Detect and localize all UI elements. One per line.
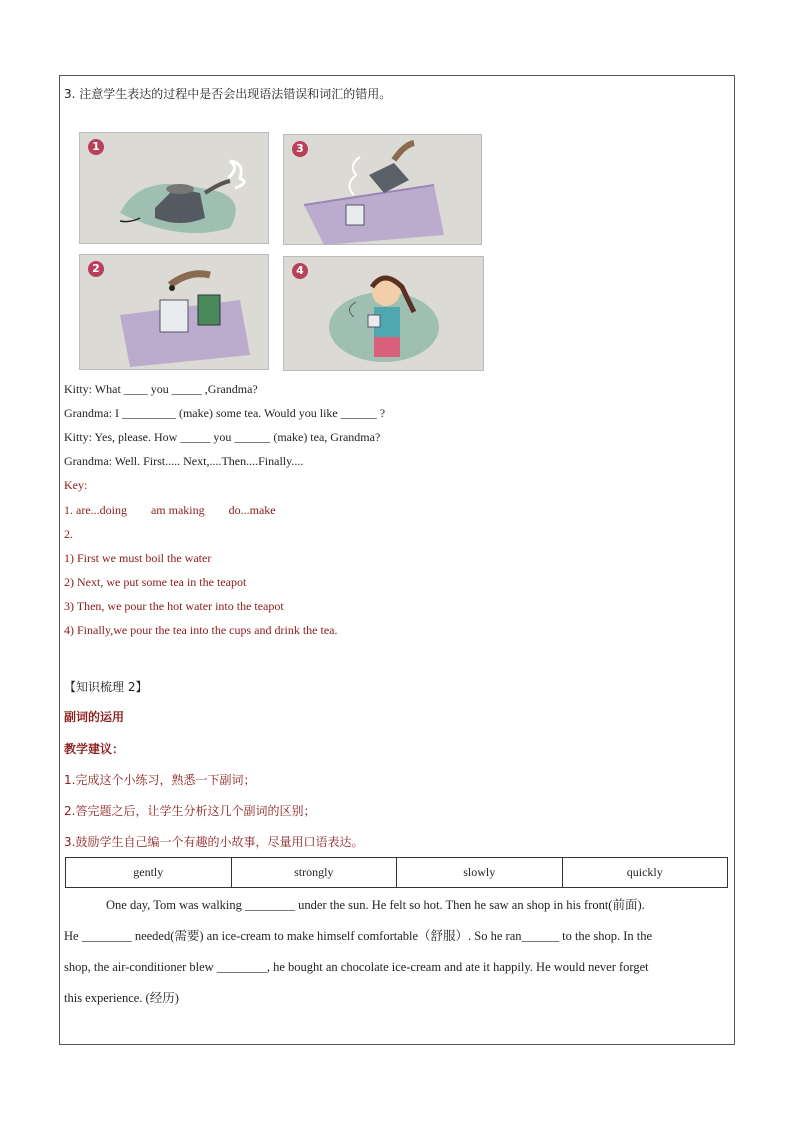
advice-label: 教学建议： (64, 742, 125, 756)
key-step: 2) Next, we put some tea in the teapot (64, 575, 247, 589)
picture-number: 2 (88, 261, 104, 277)
kettle-boiling-illustration (80, 133, 269, 244)
table-cell: quickly (562, 858, 728, 888)
picture-number: 3 (292, 141, 308, 157)
section-heading: 【知识梳理 2】 (64, 680, 148, 694)
girl-drinking-illustration (284, 257, 484, 371)
picture-number: 4 (292, 263, 308, 279)
adverb-table (65, 857, 728, 888)
story-line: shop, the air-conditioner blew ________, he bought an chocolate ice-cream and ate it happily. He would never forget (64, 960, 649, 974)
tea-mug-illustration (80, 255, 269, 370)
picture-3 (283, 134, 482, 245)
key-answer-1: 1. are...doing am making do...make (64, 503, 276, 517)
dialogue-line: Grandma: Well. First..... Next,....Then....Finally.... (64, 454, 304, 468)
story-line: this experience. (经历) (64, 991, 179, 1005)
table-row (66, 858, 728, 888)
story-line: He ________ needed(需要) an ice-cream to make himself comfortable（舒服）. So he ran______ to the shop. In the (64, 929, 653, 943)
picture-1 (79, 132, 269, 244)
picture-4 (283, 256, 484, 371)
story-paragraph (64, 890, 728, 1014)
section-title: 副词的运用 (64, 710, 125, 724)
advice-item: 1.完成这个小练习，熟悉一下副词； (64, 773, 256, 787)
key-step: 4) Finally,we pour the tea into the cups and drink the tea. (64, 623, 338, 637)
dialogue-line: Kitty: What ____ you _____ ,Grandma? (64, 382, 258, 396)
table-cell: gently (66, 858, 232, 888)
picture-2 (79, 254, 269, 370)
key-answer-2-label: 2. (64, 527, 73, 541)
dialogue-line: Grandma: I _________ (make) some tea. Would you like ______ ? (64, 406, 386, 420)
key-step: 3) Then, we pour the hot water into the teapot (64, 599, 284, 613)
table-cell: strongly (231, 858, 397, 888)
picture-number: 1 (88, 139, 104, 155)
key-step: 1) First we must boil the water (64, 551, 212, 565)
dialogue-line: Kitty: Yes, please. How _____ you ______ (make) tea, Grandma? (64, 430, 381, 444)
story-line: One day, Tom was walking ________ under the sun. He felt so hot. Then he saw an shop in his front(前面). (106, 898, 645, 912)
table-cell: slowly (397, 858, 563, 888)
pouring-water-illustration (284, 135, 482, 245)
key-label: Key: (64, 478, 88, 492)
instruction-3: 3. 注意学生表达的过程中是否会出现语法错误和词汇的错用。 (64, 87, 392, 101)
advice-item: 3.鼓励学生自己编一个有趣的小故事，尽量用口语表达。 (64, 835, 364, 849)
advice-item: 2.答完题之后，让学生分析这几个副词的区别； (64, 804, 316, 818)
